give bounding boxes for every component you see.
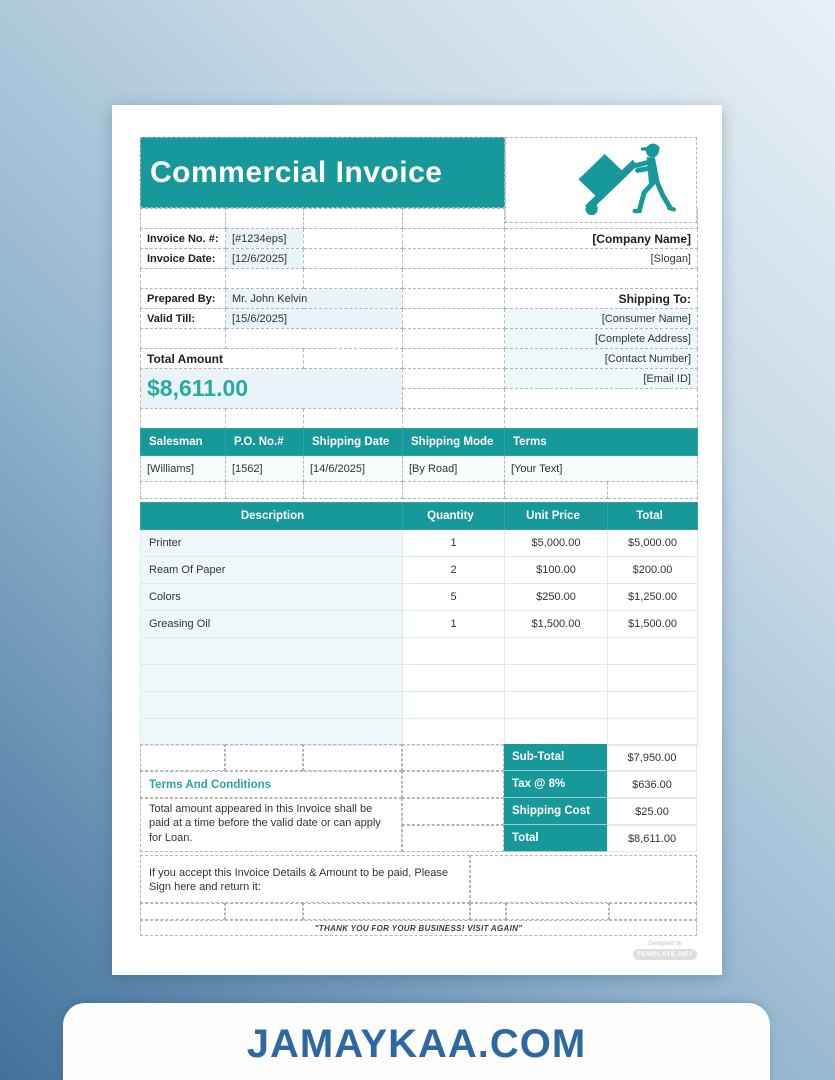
col-po-no: P.O. No.#	[226, 429, 304, 456]
site-name: JAMAYKAA.COM	[246, 1021, 587, 1066]
item-description: Ream Of Paper	[141, 557, 403, 584]
item-row	[141, 557, 698, 584]
item-row	[141, 530, 698, 557]
logo-cell	[505, 137, 697, 223]
terms-heading: Terms And Conditions	[140, 771, 402, 798]
invoice-info-grid	[140, 208, 698, 429]
po-no-value: [1562]	[226, 456, 304, 482]
shipping-cost-label: Shipping Cost	[504, 798, 607, 825]
item-quantity: 1	[403, 611, 505, 638]
invoice-page	[112, 105, 722, 975]
total-row	[504, 825, 697, 852]
subtotal-value: $7,950.00	[607, 744, 697, 771]
signature-area	[470, 855, 697, 903]
prepared-by-value: Mr. John Kelvin	[226, 289, 403, 309]
item-description: Colors	[141, 584, 403, 611]
item-empty-row	[141, 638, 698, 665]
item-unit-price: $100.00	[505, 557, 608, 584]
items-header-row	[141, 503, 698, 530]
invoice-no-label: Invoice No. #:	[141, 229, 226, 249]
items-table	[140, 502, 698, 746]
prepared-by-label: Prepared By:	[141, 289, 226, 309]
contact-number: [Contact Number]	[505, 349, 698, 369]
spacer-cells	[140, 744, 402, 771]
email-id: [Email ID]	[505, 369, 698, 389]
shipping-date-value: [14/6/2025]	[304, 456, 403, 482]
col-shipping-date: Shipping Date	[304, 429, 403, 456]
info-empty-row	[141, 269, 698, 289]
item-quantity: 1	[403, 530, 505, 557]
col-shipping-mode: Shipping Mode	[403, 429, 505, 456]
invoice-title-banner	[140, 137, 505, 208]
total-row	[504, 771, 697, 798]
valid-till-value: [15/6/2025]	[226, 309, 403, 329]
totals-terms-section	[140, 744, 697, 852]
shipment-value-row	[141, 456, 698, 482]
item-unit-price: $250.00	[505, 584, 608, 611]
total-row	[504, 744, 697, 771]
item-quantity: 5	[403, 584, 505, 611]
shipping-mode-value: [By Road]	[403, 456, 505, 482]
info-empty-row	[141, 409, 698, 429]
item-total: $200.00	[608, 557, 698, 584]
invoice-date-label: Invoice Date:	[141, 249, 226, 269]
template-credits	[633, 941, 697, 960]
item-empty-row	[141, 692, 698, 719]
signature-section	[140, 855, 697, 936]
item-quantity: 2	[403, 557, 505, 584]
col-terms: Terms	[505, 429, 698, 456]
item-unit-price: $1,500.00	[505, 611, 608, 638]
page-title: Commercial Invoice	[150, 155, 443, 189]
valid-till-label: Valid Till:	[141, 309, 226, 329]
item-total: $1,500.00	[608, 611, 698, 638]
item-description: Printer	[141, 530, 403, 557]
grand-total-value: $8,611.00	[607, 825, 697, 852]
designed-by-label: Designed by	[648, 941, 682, 947]
company-name: [Company Name]	[505, 229, 698, 249]
col-salesman: Salesman	[141, 429, 226, 456]
shipping-to-heading: Shipping To:	[505, 289, 698, 309]
total-amount-label: Total Amount	[141, 349, 304, 369]
invoice-no-value: [#1234eps]	[226, 229, 304, 249]
shipment-table	[140, 428, 698, 499]
item-row	[141, 611, 698, 638]
totals-block	[504, 744, 697, 852]
terms-block	[140, 744, 402, 852]
col-description: Description	[141, 503, 403, 530]
col-total: Total	[608, 503, 698, 530]
tax-value: $636.00	[607, 771, 697, 798]
spacer-cells	[402, 744, 504, 852]
hand-truck-icon	[558, 140, 686, 218]
site-footer-card	[63, 1003, 770, 1080]
spacer-cells	[140, 903, 697, 920]
template-net-badge: TEMPLATE.NET	[633, 949, 697, 960]
col-quantity: Quantity	[403, 503, 505, 530]
total-row	[504, 798, 697, 825]
thank-you-note: "THANK YOU FOR YOUR BUSINESS! VISIT AGAIN"	[140, 920, 697, 936]
shipping-cost-value: $25.00	[607, 798, 697, 825]
subtotal-label: Sub-Total	[504, 744, 607, 771]
item-unit-price: $5,000.00	[505, 530, 608, 557]
shipment-header-row	[141, 429, 698, 456]
terms-body: Total amount appeared in this Invoice shall be paid at a time before the valid date or can apply for Loan.	[140, 798, 402, 852]
complete-address: [Complete Address]	[505, 329, 698, 349]
tax-label: Tax @ 8%	[504, 771, 607, 798]
spacer-row	[141, 482, 698, 499]
grand-total-label: Total	[504, 825, 607, 852]
item-description: Greasing Oil	[141, 611, 403, 638]
salesman-value: [Williams]	[141, 456, 226, 482]
consumer-name: [Consumer Name]	[505, 309, 698, 329]
total-amount-value: $8,611.00	[141, 369, 403, 409]
invoice-date-value: [12/6/2025]	[226, 249, 304, 269]
item-total: $5,000.00	[608, 530, 698, 557]
item-empty-row	[141, 719, 698, 746]
col-unit-price: Unit Price	[505, 503, 608, 530]
terms-value: [Your Text]	[505, 456, 698, 482]
signature-note: If you accept this Invoice Details & Amount to be paid, Please Sign here and return it:	[140, 855, 470, 903]
item-row	[141, 584, 698, 611]
item-empty-row	[141, 665, 698, 692]
item-total: $1,250.00	[608, 584, 698, 611]
company-slogan: [Slogan]	[505, 249, 698, 269]
